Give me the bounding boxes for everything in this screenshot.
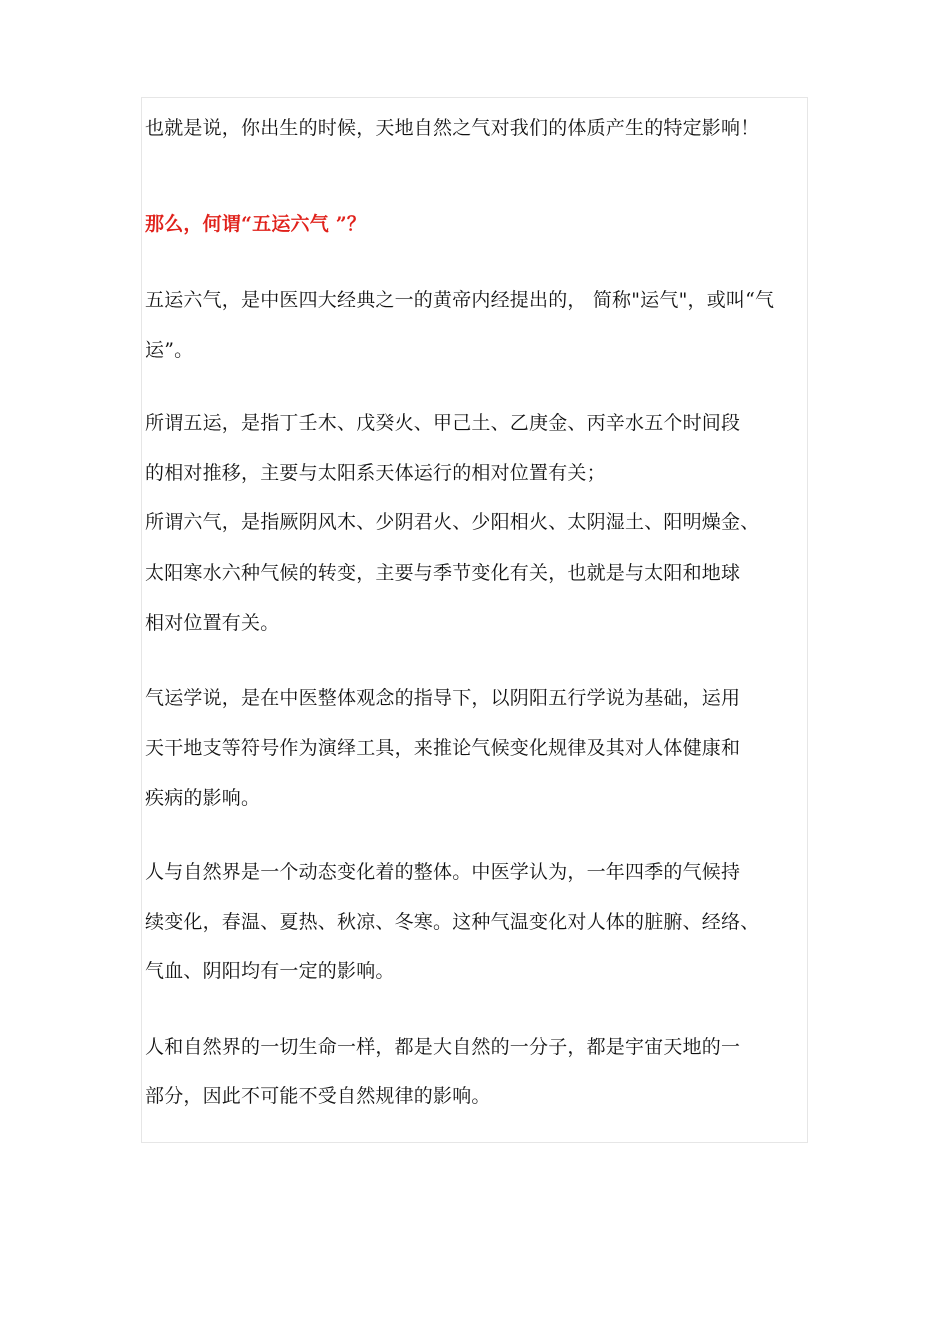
paragraph-5-line-1: 人与自然界是一个动态变化着的整体。中医学认为，一年四季的气候持 (145, 861, 741, 883)
paragraph-4-line-2: 天干地支等符号作为演绎工具，来推论气候变化规律及其对人体健康和 (145, 737, 741, 759)
paragraph-3-line-3: 相对位置有关。 (145, 612, 280, 634)
section-heading: 那么，何谓“五运六气 ”？ (145, 213, 367, 235)
paragraph-2-line-2: 的相对推移，主要与太阳系天体运行的相对位置有关； (145, 462, 606, 484)
paragraph-4-line-3: 疾病的影响。 (145, 787, 261, 809)
paragraph-6-line-2: 部分，因此不可能不受自然规律的影响。 (145, 1085, 491, 1107)
paragraph-5-line-3: 气血、阴阳均有一定的影响。 (145, 960, 395, 982)
intro-line: 也就是说，你出生的时候，天地自然之气对我们的体质产生的特定影响！ (145, 117, 760, 139)
paragraph-4-line-1: 气运学说，是在中医整体观念的指导下，以阴阳五行学说为基础，运用 (145, 687, 741, 709)
paragraph-1-line-2: 运”。 (145, 339, 194, 361)
paragraph-3-line-2: 太阳寒水六种气候的转变，主要与季节变化有关，也就是与太阳和地球 (145, 562, 741, 584)
paragraph-1-line-1: 五运六气，是中医四大经典之一的黄帝内经提出的， 简称"运气"，或叫“气 (145, 289, 775, 311)
paragraph-3-line-1: 所谓六气，是指厥阴风木、少阴君火、少阳相火、太阴湿土、阳明燥金、 (145, 511, 760, 533)
paragraph-6-line-1: 人和自然界的一切生命一样，都是大自然的一分子，都是宇宙天地的一 (145, 1036, 741, 1058)
paragraph-2-line-1: 所谓五运，是指丁壬木、戊癸火、甲己土、乙庚金、丙辛水五个时间段 (145, 412, 741, 434)
paragraph-5-line-2: 续变化，春温、夏热、秋凉、冬寒。这种气温变化对人体的脏腑、经络、 (145, 911, 760, 933)
